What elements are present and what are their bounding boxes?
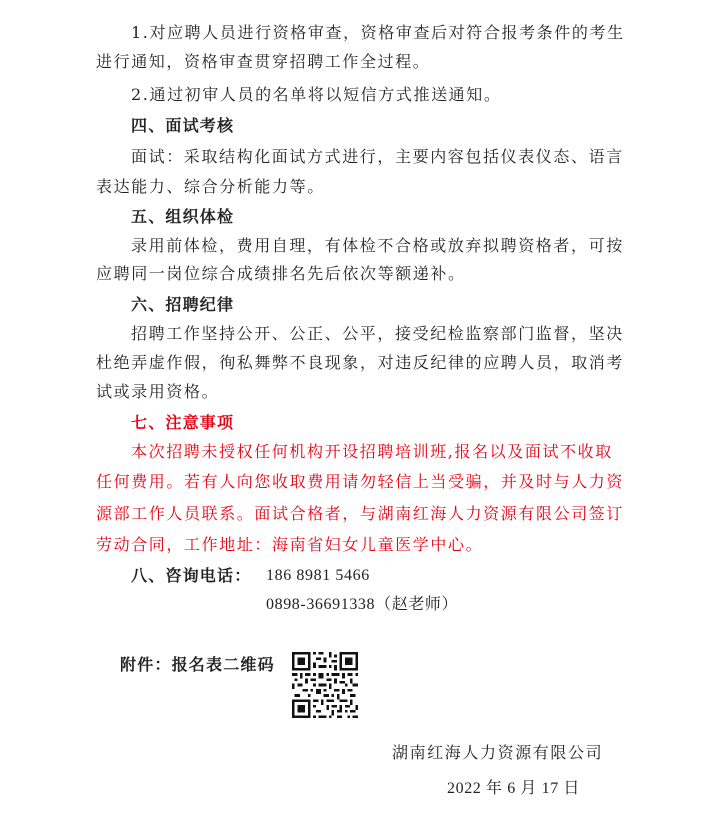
section7-line4: 劳动合同，工作地址：海南省妇女儿童医学中心。: [96, 535, 484, 554]
section3-paragraph1-line1: 1.对应聘人员进行资格审查，资格审查后对符合报考条件的考生: [131, 23, 625, 42]
section7-heading: 七、注意事项: [131, 413, 235, 432]
phone-mobile: 186 8981 5466: [266, 567, 370, 584]
section3-paragraph2-line1: 2.通过初审人员的名单将以短信方式推送通知。: [131, 85, 502, 104]
section7-line3: 源部工作人员联系。面试合格者，与湖南红海人力资源有限公司签订: [96, 504, 625, 523]
section5-line1: 录用前体检，费用自理，有体检不合格或放弃拟聘资格者，可按: [131, 236, 624, 255]
section6-heading: 六、招聘纪律: [131, 295, 235, 314]
attachment-label: 附件：报名表二维码: [120, 655, 275, 674]
qr-code-icon[interactable]: [292, 652, 358, 718]
phone-landline: 0898-36691338（赵老师）: [266, 596, 459, 613]
section3-paragraph1-line2: 进行通知，资格审查贯穿招聘工作全过程。: [96, 52, 431, 71]
section7-line2: 任何费用。若有人向您收取费用请勿轻信上当受骗，并及时与人力资: [96, 472, 625, 491]
section5-line2: 应聘同一岗位综合成绩排名先后依次等额递补。: [96, 264, 466, 283]
section4-line2: 表达能力、综合分析能力等。: [96, 177, 325, 196]
signature-company: 湖南红海人力资源有限公司: [392, 743, 604, 762]
section6-line3: 试或录用资格。: [96, 382, 220, 401]
section7-line1: 本次招聘未授权任何机构开设招聘培训班,报名以及面试不收取: [131, 442, 613, 461]
section4-line1: 面试：采取结构化面试方式进行，主要内容包括仪表仪态、语言: [131, 147, 624, 166]
signature-date: 2022 年 6 月 17 日: [447, 780, 580, 797]
section8-heading: 八、咨询电话：: [131, 566, 252, 585]
section4-heading: 四、面试考核: [131, 116, 235, 135]
section6-line2: 杜绝弄虚作假，徇私舞弊不良现象，对违反纪律的应聘人员，取消考: [96, 353, 625, 372]
section5-heading: 五、组织体检: [131, 207, 235, 226]
section6-line1: 招聘工作坚持公开、公正、公平，接受纪检监察部门监督，坚决: [131, 324, 624, 343]
